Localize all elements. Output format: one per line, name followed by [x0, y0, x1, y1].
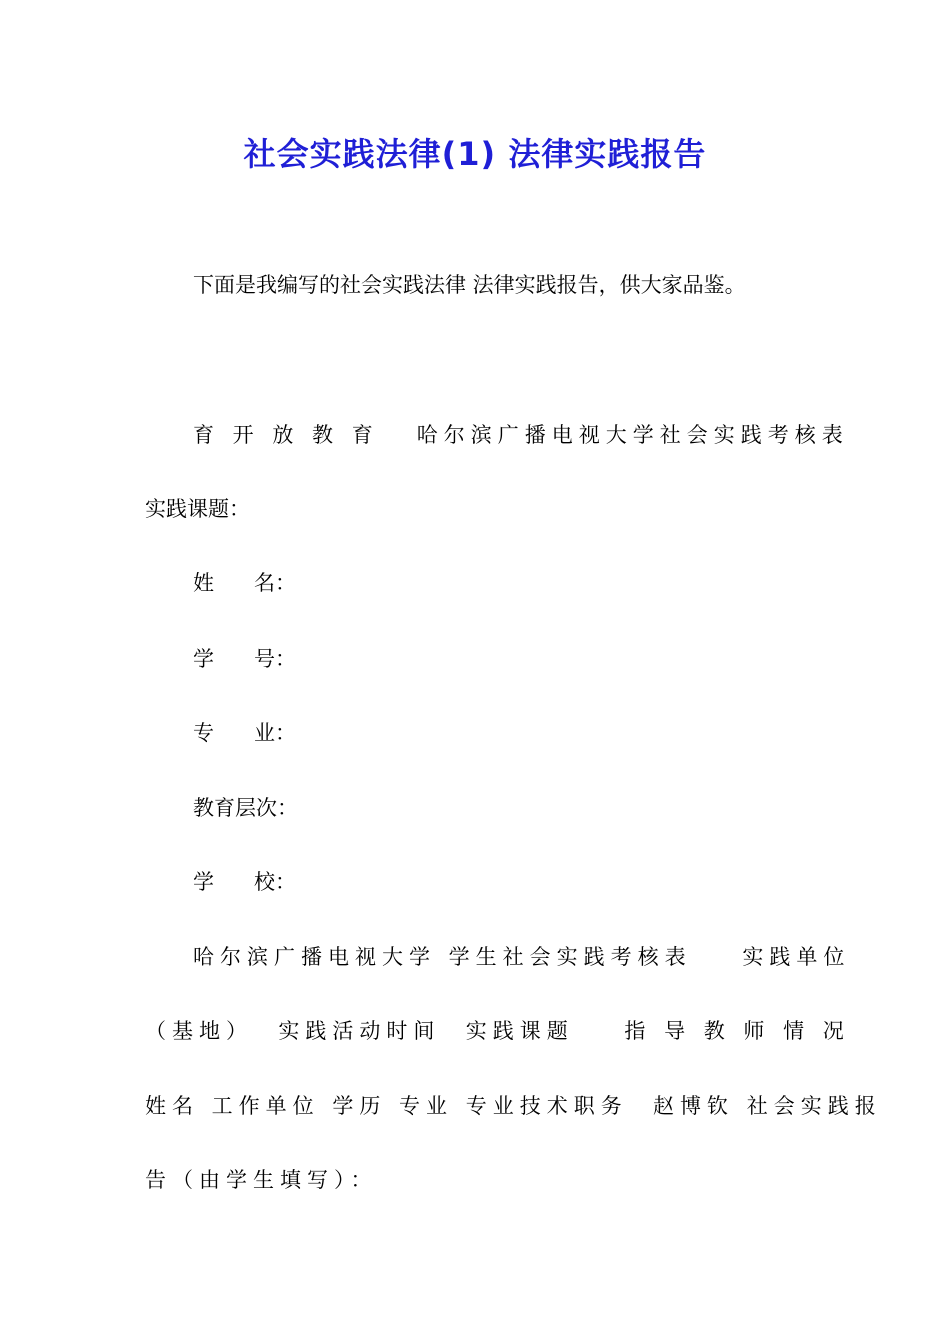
field-major-label: 专 业：: [193, 721, 297, 745]
field-school-label: 学 校：: [193, 870, 297, 894]
field-education-level-label: 教育层次：: [193, 796, 298, 820]
form-heading-line: 育 开 放 教 育 哈尔滨广播电视大学社会实践考核表: [193, 423, 849, 447]
field-student-id-label: 学 号：: [193, 647, 297, 671]
intro-text: 下面是我编写的社会实践法律 法律实践报告，供大家品鉴。: [193, 273, 746, 297]
paragraph-line-4: 告（由学生填写）：: [145, 1168, 378, 1192]
document-title: 社会实践法律(1) 法律实践报告: [243, 135, 707, 173]
paragraph-line-1: 哈尔滨广播电视大学 学生社会实践考核表 实践单位: [193, 945, 851, 969]
paragraph-line-2: （基地） 实践活动时间 实践课题 指 导 教 师 情 况: [145, 1019, 850, 1043]
field-name-label: 姓 名：: [193, 571, 297, 595]
paragraph-line-3: 姓名 工作单位 学历 专业 专业技术职务 赵博钦 社会实践报: [145, 1094, 882, 1118]
topic-label: 实践课题：: [145, 497, 250, 521]
